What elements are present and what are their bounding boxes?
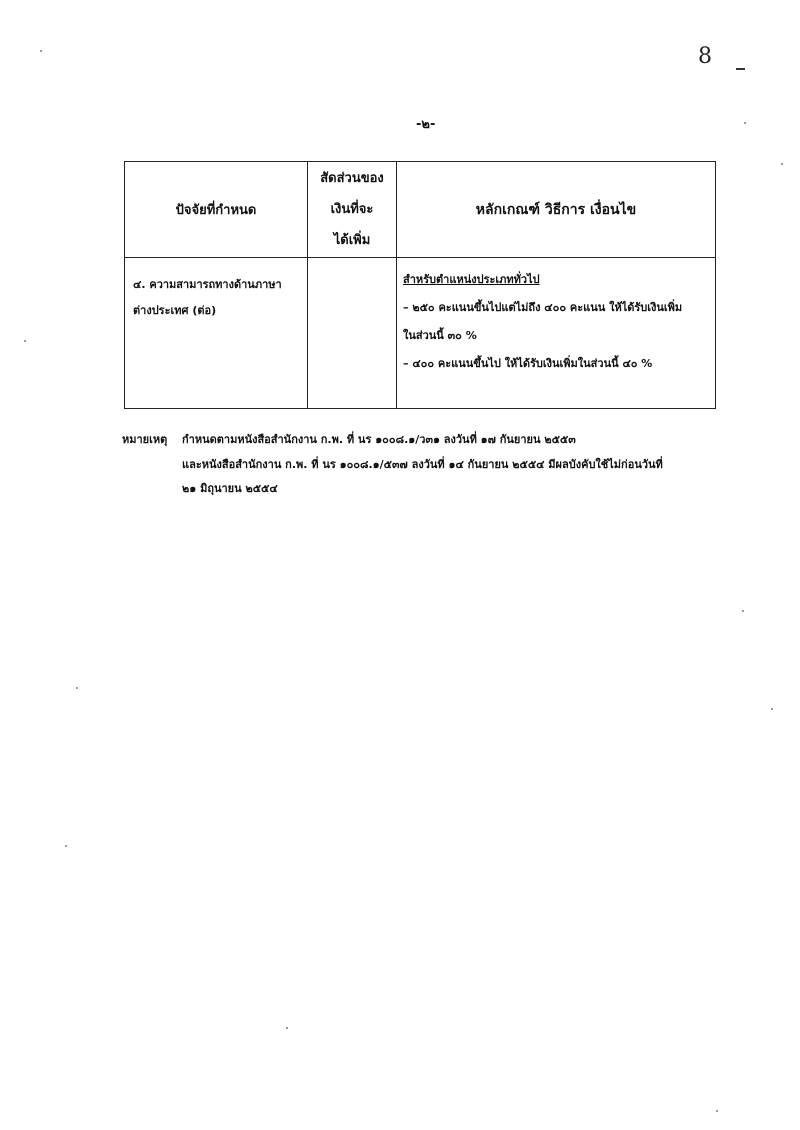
scan-speck: [744, 122, 746, 124]
remark-line: กำหนดตามหนังสือสำนักงาน ก.พ. ที่ นร ๑๐๐๘.๑/ว๓๑ ลงวันที่ ๑๗ กันยายน ๒๕๕๓: [182, 433, 576, 446]
scan-speck: [781, 163, 783, 165]
scan-speck: [742, 610, 744, 612]
header-factor: ปัจจัยที่กำหนด: [125, 162, 308, 258]
scan-speck: [24, 340, 26, 342]
cell-ratio: [308, 258, 397, 409]
remark-label: หมายเหตุ: [122, 433, 168, 446]
criteria-table: [124, 161, 716, 409]
factor-line: ๔. ความสามารถทางด้านภาษา: [133, 278, 282, 291]
cell-factor: [125, 258, 308, 409]
criteria-heading: สำหรับตำแหน่งประเภททั่วไป: [403, 273, 540, 286]
page-corner-mark: 8: [698, 44, 712, 69]
criteria-line: ในส่วนนี้ ๓๐ %: [403, 329, 477, 342]
cell-criteria: [397, 258, 716, 409]
scan-speck: [65, 845, 67, 847]
header-ratio-line: ได้เพิ่ม: [333, 233, 371, 248]
criteria-line: – ๔๐๐ คะแนนขึ้นไป ให้ได้รับเงินเพิ่มในส่วนนี้ ๔๐ %: [403, 357, 653, 370]
scan-speck: [76, 687, 78, 689]
scan-speck: [286, 1027, 288, 1029]
remark-line: และหนังสือสำนักงาน ก.พ. ที่ นร ๑๐๐๘.๑/๕๓๗ ลงวันที่ ๑๔ กันยายน ๒๕๕๔ มีผลบังคับใช้ไม่ก่อนวันที่: [182, 458, 663, 471]
header-ratio-line: เงินที่จะ: [330, 202, 374, 217]
criteria-line: – ๒๕๐ คะแนนขึ้นไปแต่ไม่ถึง ๔๐๐ คะแนน ให้ได้รับเงินเพิ่ม: [403, 301, 683, 314]
remark-line: ๒๑ มิถุนายน ๒๕๕๔: [182, 482, 278, 495]
header-criteria: หลักเกณฑ์ วิธีการ เงื่อนไข: [397, 162, 716, 258]
factor-line: ต่างประเทศ (ต่อ): [133, 304, 217, 317]
table-header-row: [125, 162, 716, 258]
scan-speck: [771, 708, 773, 710]
header-ratio-line: สัดส่วนของ: [320, 171, 384, 186]
table-row: [125, 258, 716, 409]
scan-speck: [716, 1110, 718, 1112]
header-ratio: [308, 162, 397, 258]
scan-speck: [40, 50, 42, 52]
page-number: -๒-: [416, 117, 436, 132]
page-corner-dash: [736, 68, 745, 70]
